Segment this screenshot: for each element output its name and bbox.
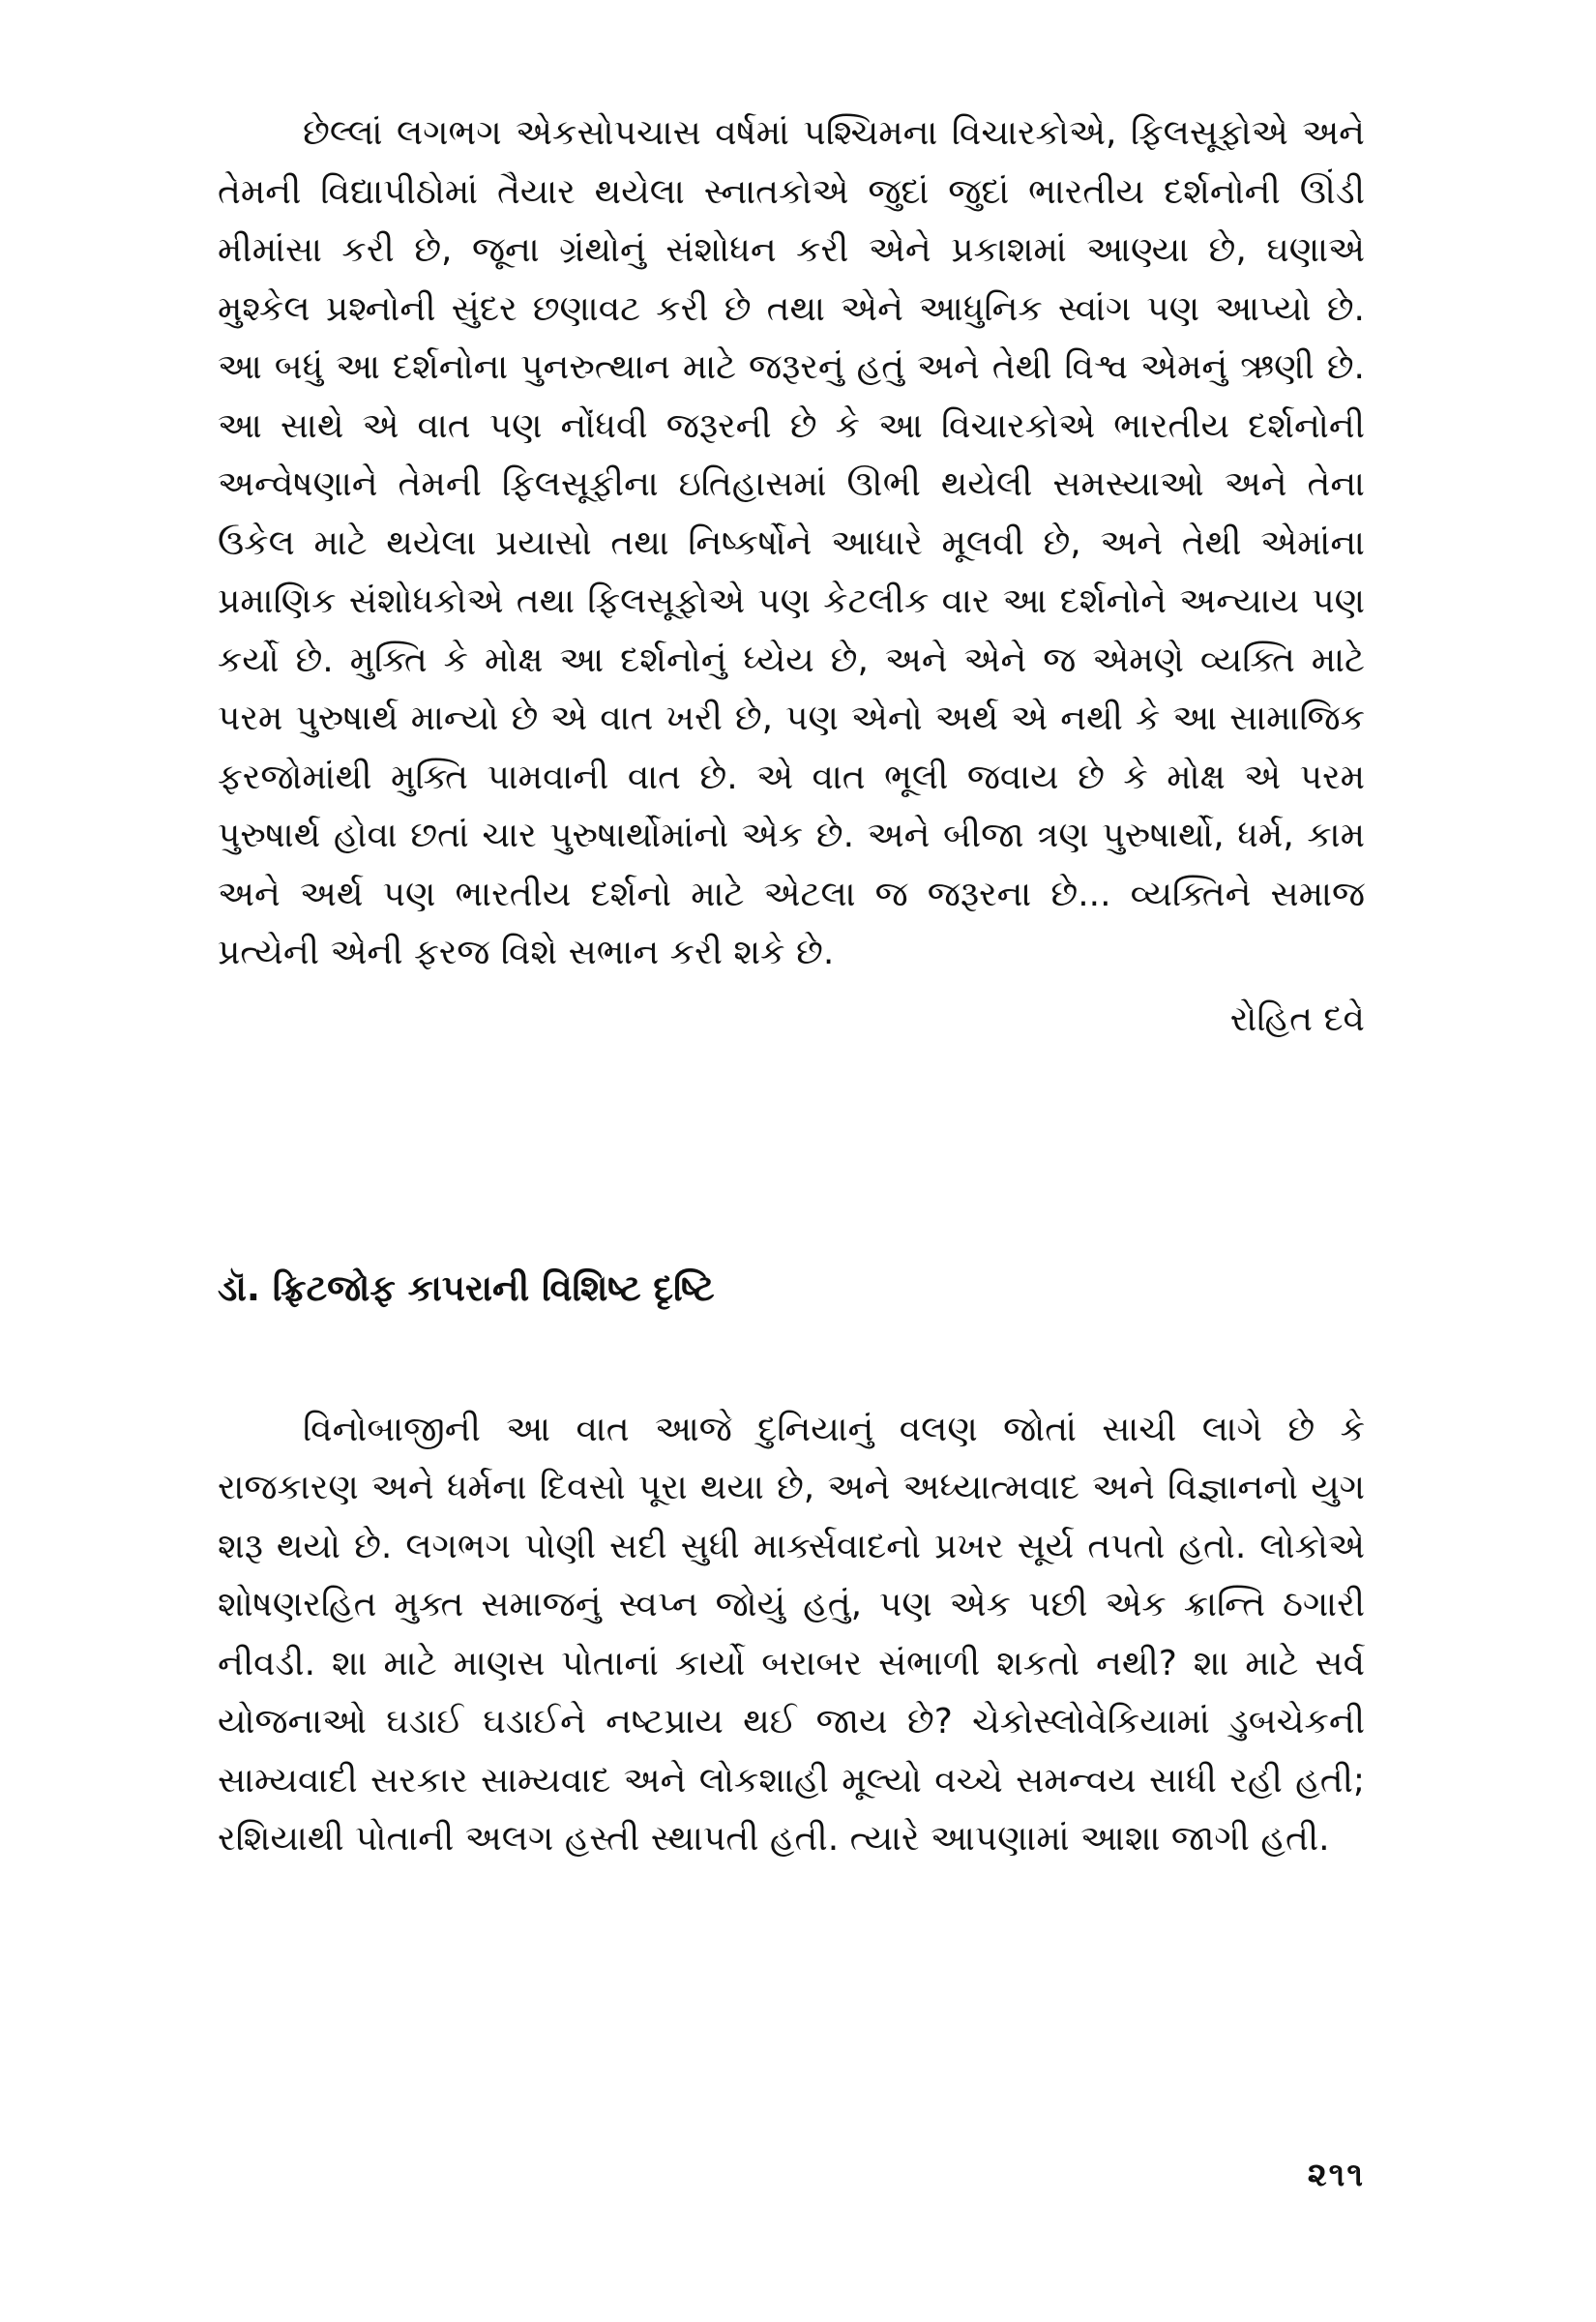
body-paragraph: છેલ્લાં લગભગ એકસોપચાસ વર્ષમાં પશ્ચિમના વિચારકોએ, ફિલસૂફોએ અને તેમની વિદ્યાપીઠોમાં તૈયાર થયેલા સ્નાતકોએ જુદાં જુદાં ભારતીય દર્શનોની ઊંડી મીમાંસા કરી છે, જૂના ગ્રંથોનું સંશોધન કરી એને પ્રકાશમાં આણ્યા છે, ઘણાએ મુશ્કેલ પ્રશ્નોની સુંદર છણાવટ કરી છે તથા એને આધુનિક સ્વાંગ પણ આપ્યો છે. આ બધું આ દર્શનોના પુનરુત્થાન માટે જરૂરનું હતું અને તેથી વિશ્વ એમનું ઋણી છે. આ સાથે એ વાત પણ નોંધવી જરૂરની છે કે આ વિચારકોએ ભારતીય દર્શનોની અન્વેષણાને તેમની ફિલસૂફીના ઇતિહાસમાં ઊભી થયેલી સમસ્યાઓ અને તેના ઉકેલ માટે થયેલા પ્રયાસો તથા નિષ્કર્ષોને આધારે મૂલવી છે, અને તેથી એમાંના પ્રમાણિક સંશોધકોએ તથા ફિલસૂફોએ પણ કેટલીક વાર આ દર્શનોને અન્યાય પણ કર્યો છે. મુક્તિ કે મોક્ષ આ દર્શનોનું ધ્યેય છે, અને એને જ એમણે વ્યક્તિ માટે પરમ પુરુષાર્થ માન્યો છે એ વાત ખરી છે, પણ એનો અર્થ એ નથી કે આ સામાજિક ફરજોમાંથી મુક્તિ પામવાની વાત છે. એ વાત ભૂલી જવાય છે કે મોક્ષ એ પરમ પુરુષાર્થ હોવા છતાં ચાર પુરુષાર્થોમાંનો એક છે. અને બીજા ત્રણ પુરુષાર્થો, ધર્મ, કામ અને અર્થ પણ ભારતીય દર્શનો માટે એટલા જ જરૂરના છે... વ્યક્તિને સમાજ પ્રત્યેની એની ફરજ વિશે સભાન કરી શકે છે.: [218, 113, 1365, 972]
body-paragraph: વિનોબાજીની આ વાત આજે દુનિયાનું વલણ જોતાં સાચી લાગે છે કે રાજકારણ અને ધર્મના દિવસો પૂરા થયા છે, અને અધ્યાત્મવાદ અને વિજ્ઞાનનો યુગ શરૂ થયો છે. લગભગ પોણી સદી સુધી માર્ક્સવાદનો પ્રખર સૂર્ય તપતો હતો. લોકોએ શોષણરહિત મુક્ત સમાજનું સ્વપ્ન જોયું હતું, પણ એક પછી એક ક્રાન્તિ ઠગારી નીવડી. શા માટે માણસ પોતાનાં કાર્યો બરાબર સંભાળી શકતો નથી? શા માટે સર્વ યોજનાઓ ઘડાઈ ઘડાઈને નષ્ટપ્રાય થઈ જાય છે? ચેકોસ્લોવેકિયામાં ડુબચેકની સામ્યવાદી સરકાર સામ્યવાદ અને લોકશાહી મૂલ્યો વચ્ચે સમન્વય સાધી રહી હતી; રશિયાથી પોતાની અલગ હસ્તી સ્થાપતી હતી. ત્યારે આપણામાં આશા જાગી હતી.: [218, 1409, 1365, 1859]
page-number: ૨૧૧: [1307, 2156, 1365, 2194]
section-heading: ડૉ. ફ્રિટજોફ કાપરાની વિશિષ્ટ દૃષ્ટિ: [218, 1266, 715, 1309]
author-signature: રોહિત દવે: [1229, 998, 1365, 1039]
page-content: [218, 104, 1365, 1869]
